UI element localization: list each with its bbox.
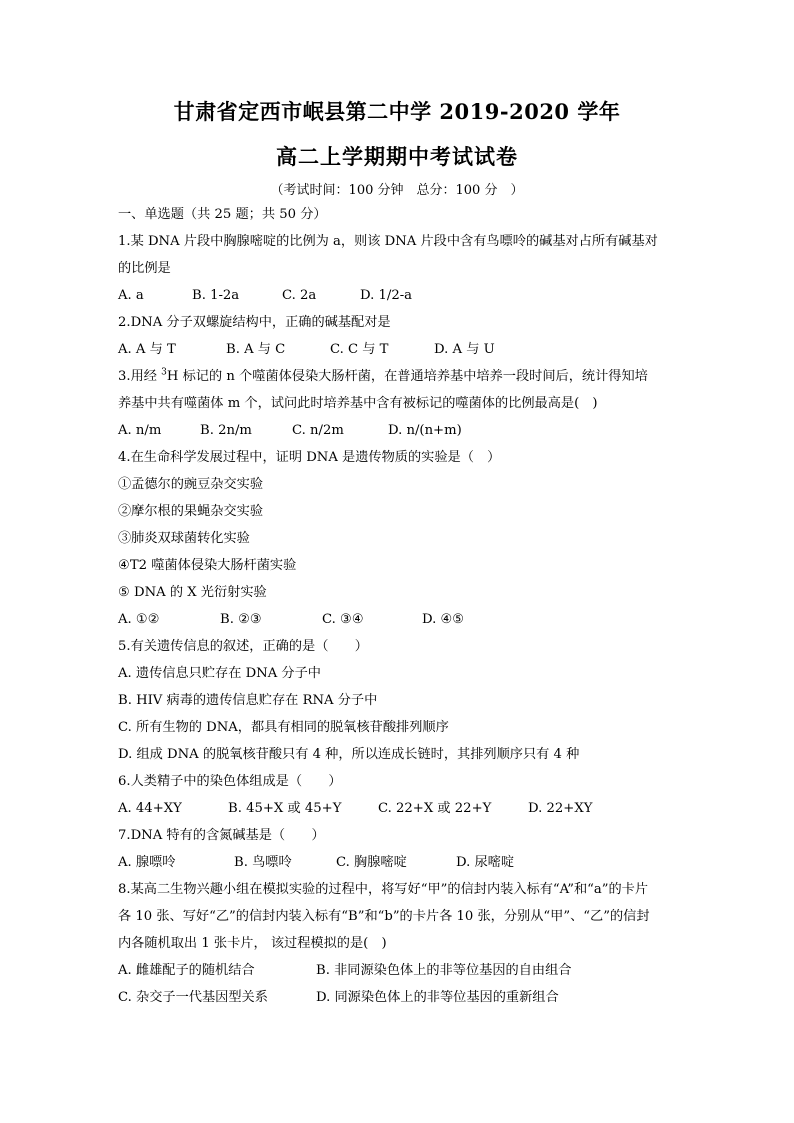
q8-stem-line2: 各 10 张、写好“乙”的信封内装入标有“B”和“b”的卡片各 10 张，分别从“甲”、“乙”的信封 [118, 909, 650, 924]
q8-stem-line3: 内各随机取出 1 张卡片， 该过程模拟的是( ) [118, 936, 387, 951]
q3-stem-prefix: 3.用经 [118, 369, 162, 384]
q3-option-a: A. n/m [118, 423, 162, 438]
q4-item-1: ①孟德尔的豌豆杂交实验 [118, 477, 264, 492]
q1-stem-line1: 1.某 DNA 片段中胸腺嘧啶的比例为 a，则该 DNA 片段中含有鸟嘌呤的碱基对占所有碱基对 [118, 234, 658, 249]
q3-isotope-superscript: 3 [161, 367, 167, 378]
q1-options [118, 282, 688, 309]
q8-option-d: D. 同源染色体上的非等位基因的重新组合 [316, 990, 559, 1005]
q7-option-b: B. 鸟嘌呤 [234, 855, 292, 870]
q6-options [118, 795, 688, 822]
q4-item-2: ②摩尔根的果蝇杂交实验 [118, 504, 264, 519]
q2-option-d: D. A 与 U [434, 342, 495, 357]
q1-option-c: C. 2a [282, 288, 317, 303]
q7-stem: 7.DNA 特有的含氮碱基是（ ） [118, 828, 325, 843]
q4-options [118, 606, 688, 633]
q1-option-b: B. 1-2a [192, 288, 240, 303]
q4-option-c: C. ③④ [322, 612, 364, 627]
q2-options [118, 336, 688, 363]
q2-stem: 2.DNA 分子双螺旋结构中，正确的碱基配对是 [118, 315, 391, 330]
exam-title-line2: 高二上学期期中考试试卷 [276, 144, 518, 169]
q4-item-3: ③肺炎双球菌转化实验 [118, 531, 250, 546]
q2-option-c: C. C 与 T [330, 342, 389, 357]
q7-option-c: C. 胸腺嘧啶 [336, 855, 407, 870]
q3-option-c: C. n/2m [292, 423, 344, 438]
q3-stem-line1 [118, 363, 688, 390]
q1-option-d: D. 1/2-a [360, 288, 413, 303]
q3-options [118, 417, 688, 444]
q4-option-a: A. ①② [118, 612, 160, 627]
q2-option-b: B. A 与 C [226, 342, 286, 357]
q4-option-b: B. ②③ [220, 612, 262, 627]
q3-stem-rest: H 标记的 n 个噬菌体侵染大肠杆菌，在普通培养基中培养一段时间后，统计得知培 [166, 369, 648, 384]
q7-option-d: D. 尿嘧啶 [456, 855, 515, 870]
exam-title-line1: 甘肃省定西市岷县第二中学 2019-2020 学年 [173, 99, 621, 124]
q3-stem-line2: 养基中共有噬菌体 m 个，试问此时培养基中含有被标记的噬菌体的比例最高是( ) [118, 396, 598, 411]
q8-option-a: A. 雌雄配子的随机结合 [118, 963, 255, 978]
q4-stem: 4.在生命科学发展过程中，证明 DNA 是遗传物质的实验是（ ） [118, 450, 501, 465]
q1-stem-line2: 的比例是 [118, 261, 171, 276]
q7-option-a: A. 腺嘌呤 [118, 855, 176, 870]
q4-option-d: D. ④⑤ [422, 612, 465, 627]
question-list [118, 201, 688, 1011]
q2-option-a: A. A 与 T [118, 342, 176, 357]
q6-option-a: A. 44+XY [118, 801, 182, 816]
q3-option-b: B. 2n/m [200, 423, 252, 438]
q8-option-b: B. 非同源染色体上的非等位基因的自由组合 [316, 963, 572, 978]
section-heading: 一、单选题（共 25 题；共 50 分） [118, 207, 327, 222]
q6-stem: 6.人类精子中的染色体组成是（ ） [118, 774, 342, 789]
q6-option-c: C. 22+X 或 22+Y [378, 801, 492, 816]
q5-option-c: C. 所有生物的 DNA，都具有相同的脱氧核苷酸排列顺序 [118, 720, 449, 735]
q6-option-b: B. 45+X 或 45+Y [228, 801, 342, 816]
q1-option-a: A. a [118, 288, 144, 303]
q3-option-d: D. n/(n+m) [388, 423, 462, 438]
q6-option-d: D. 22+XY [528, 801, 593, 816]
q4-item-4: ④T2 噬菌体侵染大肠杆菌实验 [118, 558, 297, 573]
q8-options-row2 [118, 984, 688, 1011]
q8-option-c: C. 杂交子一代基因型关系 [118, 990, 268, 1005]
q8-stem-line1: 8.某高二生物兴趣小组在模拟实验的过程中，将写好“甲”的信封内装入标有“A”和“a”的卡片 [118, 882, 649, 897]
q5-option-d: D. 组成 DNA 的脱氧核苷酸只有 4 种，所以连成长链时，其排列顺序只有 4 种 [118, 747, 580, 762]
q8-options-row1 [118, 957, 688, 984]
q7-options [118, 849, 688, 876]
q4-item-5: ⑤ DNA 的 X 光衍射实验 [118, 585, 267, 600]
q5-option-b: B. HIV 病毒的遗传信息贮存在 RNA 分子中 [118, 693, 378, 708]
exam-info: （考试时间：100 分钟 总分：100 分 ） [270, 183, 524, 198]
q5-stem: 5.有关遗传信息的叙述，正确的是（ ） [118, 639, 368, 654]
q5-option-a: A. 遗传信息只贮存在 DNA 分子中 [118, 666, 321, 681]
